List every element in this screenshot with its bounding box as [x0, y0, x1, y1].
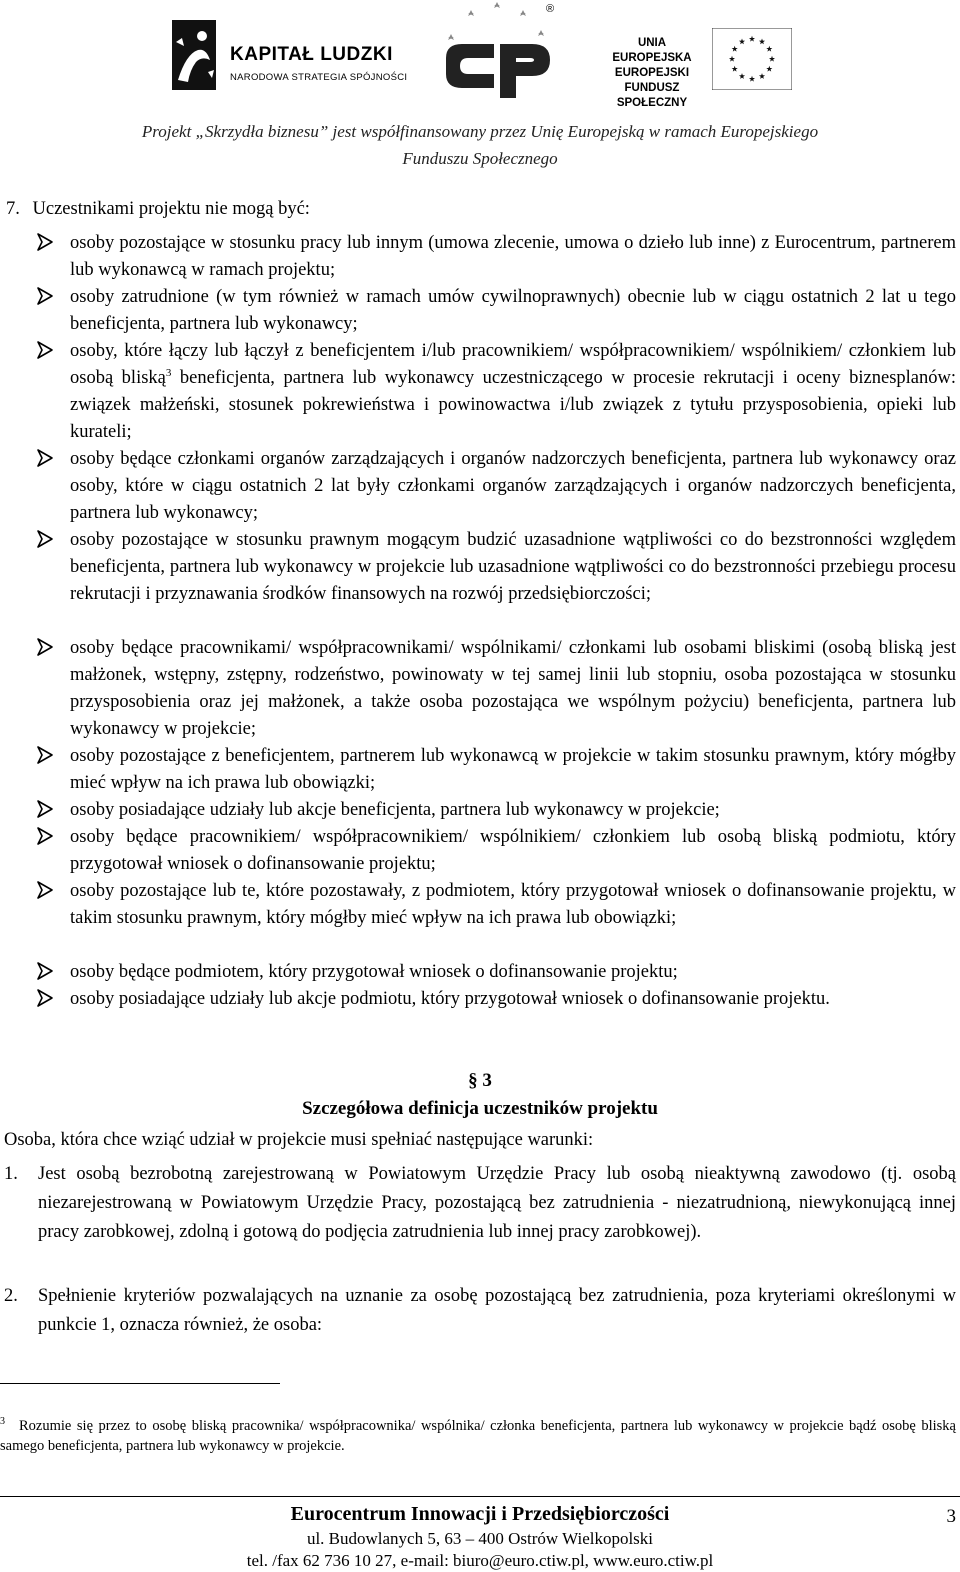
- ep-logo-icon: [428, 0, 568, 110]
- list-item: osoby pozostające w stosunku prawnym mogącym budzić uzasadnione wątpliwości co do bezstronności względem beneficjenta, partnera lub wykonawcy w projekcie lub uzasadnione wątpliwości co do bezstronności przebiegu procesu rekrutacji i przyznawania środków finansowych na rozwój przedsiębiorczości;: [70, 527, 956, 608]
- kapital-ludzki-emblem-icon: [172, 20, 216, 90]
- arrow-bullet-icon: [36, 826, 54, 846]
- section-heading: § 3: [468, 1070, 492, 1091]
- arrow-bullet-icon: [36, 637, 54, 657]
- arrow-bullet-icon: [36, 232, 54, 252]
- kl-title: KAPITAŁ LUDZKI: [230, 44, 393, 65]
- registered-mark: ®: [546, 3, 555, 15]
- arrow-bullet-icon: [36, 286, 54, 306]
- section-title: Szczegółowa definicja uczestników projektu: [302, 1098, 658, 1119]
- eu-logo: [598, 28, 798, 109]
- list-item: osoby będące pracownikiem/ współpracownikiem/ wspólnikiem/ członkiem lub osobą bliską podmiotu, który przygotował wniosek o dofinansowanie projektu;: [70, 824, 956, 878]
- footer: [0, 1500, 960, 1572]
- kl-subtitle: NARODOWA STRATEGIA SPÓJNOŚCI: [230, 72, 408, 83]
- eu-text: [598, 36, 706, 111]
- list-item: osoby pozostające lub te, które pozostawały, z podmiotem, który przygotował wniosek o dofinansowanie projektu, w takim stosunku prawnym, który mógłby mieć wpływ na ich prawa lub obowiązki;: [70, 878, 956, 932]
- section-7-intro: [6, 196, 906, 223]
- condition-2: [4, 1282, 956, 1340]
- footnote-text: Rozumie się przez to osobę bliską pracownika/ współpracownika/ wspólnika/ członka beneficjenta, partnera lub wykonawcy w projekcie bądź osobę bliską samego beneficjenta, partnera lub wykonawcy w projekcie.: [0, 1418, 956, 1454]
- footer-org: Eurocentrum Innowacji i Przedsiębiorczości: [290, 1503, 670, 1525]
- list-item: osoby posiadające udziały lub akcje beneficjenta, partnera lub wykonawcy w projekcie;: [70, 797, 956, 824]
- footnote-divider: [0, 1383, 280, 1384]
- footnote: [0, 1416, 956, 1456]
- eu-flag-icon: [712, 28, 792, 90]
- page-number: 3: [946, 1506, 956, 1527]
- eu-line-1: UNIA EUROPEJSKA: [612, 37, 692, 64]
- footer-divider: [0, 1496, 960, 1497]
- eu-line-2: EUROPEJSKI: [614, 67, 690, 79]
- arrow-bullet-icon: [36, 988, 54, 1008]
- list-item: osoby, które łączy lub łączył z beneficjentem i/lub pracownikiem/ współpracownikiem/ wspólnikiem/ członkiem lub osobą bliską$^3$ beneficjenta, partnera lub wykonawcy uczestniczącego w procesie rekrutacji i oceny biznesplanów: związek małżeński, stosunek pokrewieństwa i powinowactwa i/lub związek z tytułu przysposobienia, opieki lub kurateli;: [70, 338, 956, 446]
- footer-contact: tel. /fax 62 736 10 27, e-mail: biuro@euro.ctiw.pl, www.euro.ctiw.pl: [246, 1551, 714, 1570]
- arrow-bullet-icon: [36, 529, 54, 549]
- condition-1: [4, 1160, 956, 1247]
- footer-address: ul. Budowlanych 5, 63 – 400 Ostrów Wielkopolski: [306, 1529, 654, 1548]
- list-item: osoby pozostające w stosunku pracy lub innym (umowa zlecenie, umowa o dzieło lub inne) z Eurocentrum, partnerem lub wykonawcą w ramach projektu;: [70, 230, 956, 284]
- arrow-bullet-icon: [36, 340, 54, 360]
- project-statement: [40, 118, 920, 172]
- kapital-ludzki-logo: [172, 14, 408, 92]
- eu-line-3: FUNDUSZ SPOŁECZNY: [616, 82, 688, 109]
- footnote-mark: 3: [0, 1416, 5, 1428]
- project-line-2: Funduszu Społecznego: [402, 149, 558, 168]
- arrow-bullet-icon: [36, 880, 54, 900]
- condition-1-number: 1.: [4, 1164, 18, 1184]
- footnote-ref: 3: [165, 366, 172, 379]
- section-3-intro: Osoba, która chce wziąć udział w projekcie musi spełniać następujące warunki:: [4, 1130, 594, 1150]
- arrow-bullet-icon: [36, 799, 54, 819]
- list-item: osoby będące podmiotem, który przygotował wniosek o dofinansowanie projektu;: [70, 959, 956, 986]
- condition-1-text: Jest osobą bezrobotną zarejestrowaną w Powiatowym Urzędzie Pracy lub osobą nieaktywną zawodowo (tj. osobą niezarejestrowaną w Powiatowym Urzędzie Pracy, pozostającą bez zatrudnienia - niezatrudnioną, niewykonującą innej pracy zarobkowej, zdolną i gotową do podjęcia zatrudnienia lub innej pracy zarobkowej).: [38, 1164, 956, 1242]
- header-logos: [0, 0, 960, 112]
- condition-2-number: 2.: [4, 1286, 18, 1306]
- list-item: osoby będące członkami organów zarządzających i organów nadzorczych beneficjenta, partnera lub wykonawcy oraz osoby, które w ciągu ostatnich 2 lat były członkami organów zarządzających i organów nadzorczych beneficjenta, partnera lub wykonawcy;: [70, 446, 956, 527]
- project-line-1: Projekt „Skrzydła biznesu” jest współfinansowany przez Unię Europejską w ramach Europejskiego: [141, 122, 819, 141]
- section-7-intro-text: Uczestnikami projektu nie mogą być:: [32, 199, 310, 219]
- section-7-number: 7.: [6, 199, 20, 219]
- arrow-bullet-icon: [36, 448, 54, 468]
- list-item: osoby posiadające udziały lub akcje podmiotu, który przygotował wniosek o dofinansowanie projektu.: [70, 986, 956, 1013]
- condition-2-text: Spełnienie kryteriów pozwalających na uznanie za osobę pozostającą bez zatrudnienia, poza kryteriami określonymi w punkcie 1, oznacza również, że osoba:: [38, 1286, 956, 1335]
- arrow-bullet-icon: [36, 745, 54, 765]
- list-item: osoby będące pracownikami/ współpracownikami/ wspólnikami/ członkami lub osobami bliskimi (osobą bliską jest małżonek, wstępny, zstępny, rodzeństwo, powinowaty w tej samej linii lub stopniu, osoba pozostająca w stosunku przysposobienia oraz jej małżonek, a także osoba pozostająca we wspólnym pożyciu) beneficjenta, partnera lub wykonawcy w projekcie;: [70, 635, 956, 743]
- list-item: osoby pozostające z beneficjentem, partnerem lub wykonawcą w projekcie w takim stosunku prawnym, który mógłby mieć wpływ na ich prawa lub obowiązki;: [70, 743, 956, 797]
- list-item: osoby zatrudnione (w tym również w ramach umów cywilnoprawnych) obecnie lub w ciągu ostatnich 2 lat u tego beneficjenta, partnera lub wykonawcy;: [70, 284, 956, 338]
- arrow-bullet-icon: [36, 961, 54, 981]
